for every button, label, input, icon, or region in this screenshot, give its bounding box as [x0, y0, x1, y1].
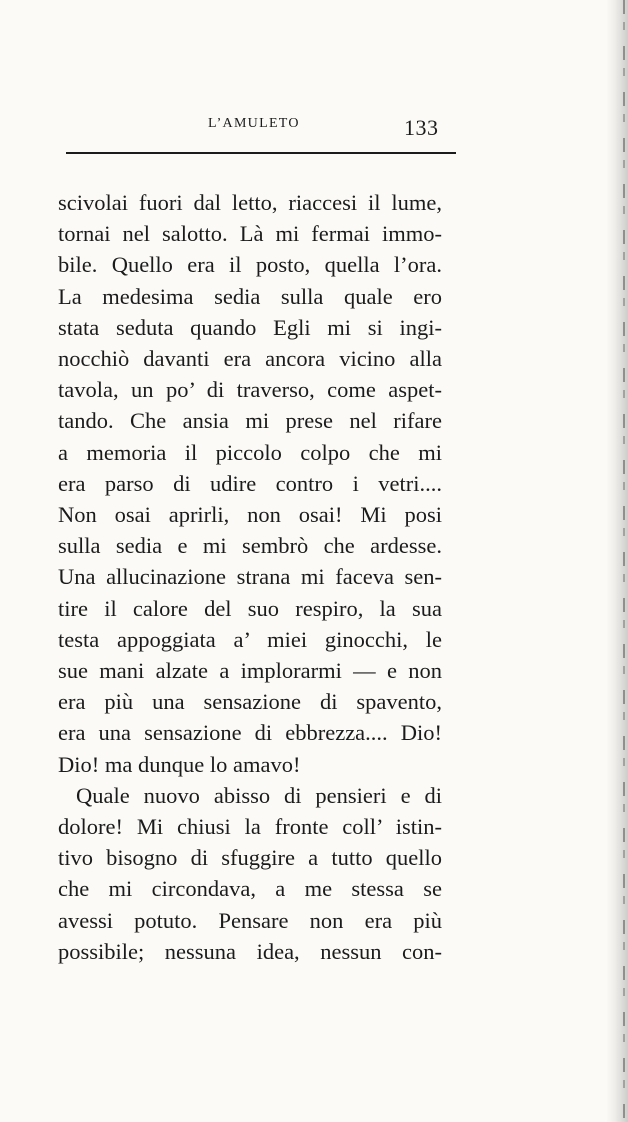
text-line: tavola, un po’ di traverso, come aspet-	[58, 377, 442, 403]
text-line: era parso di udire contro i vetri....	[58, 470, 442, 496]
text-line: tivo bisogno di sfuggire a tutto quello	[58, 845, 442, 871]
text-line: Quale nuovo abisso di pensieri e di	[76, 782, 442, 808]
text-line: era una sensazione di ebbrezza.... Dio!	[58, 720, 442, 746]
running-title: L’AMULETO	[208, 116, 300, 131]
text-line: testa appoggiata a’ miei ginocchi, le	[58, 626, 442, 652]
text-line: nocchiò davanti era ancora vicino alla	[58, 346, 442, 372]
text-line: dolore! Mi chiusi la fronte coll’ istin-	[58, 814, 442, 840]
text-line: avessi potuto. Pensare non era più	[58, 907, 442, 933]
page-edge-binding	[623, 0, 625, 1122]
text-line: stata seduta quando Egli mi si ingi-	[58, 314, 442, 340]
text-line: era più una sensazione di spavento,	[58, 689, 442, 715]
text-line: tando. Che ansia mi prese nel rifare	[58, 408, 442, 434]
text-line: Una allucinazione strana mi faceva sen-	[58, 564, 442, 590]
text-line: Dio! ma dunque lo amavo!	[58, 751, 301, 777]
text-line: tornai nel salotto. Là mi fermai immo-	[58, 221, 442, 247]
text-line: bile. Quello era il posto, quella l’ora.	[58, 252, 442, 278]
text-line: che mi circondava, a me stessa se	[58, 876, 442, 902]
text-line: sulla sedia e mi sembrò che ardesse.	[58, 533, 442, 559]
page-number: 133	[404, 115, 439, 140]
body-text	[58, 187, 442, 967]
text-line: a memoria il piccolo colpo che mi	[58, 439, 442, 465]
text-line: La medesima sedia sulla quale ero	[58, 283, 442, 309]
text-line: possibile; nessuna idea, nessun con-	[58, 938, 442, 964]
text-line: tire il calore del suo respiro, la sua	[58, 595, 442, 621]
text-line: Non osai aprirli, non osai! Mi posi	[58, 502, 442, 528]
header-rule	[66, 152, 456, 154]
text-line: sue mani alzate a implorarmi — e non	[58, 658, 442, 684]
text-line: scivolai fuori dal letto, riaccesi il lume,	[58, 190, 442, 215]
